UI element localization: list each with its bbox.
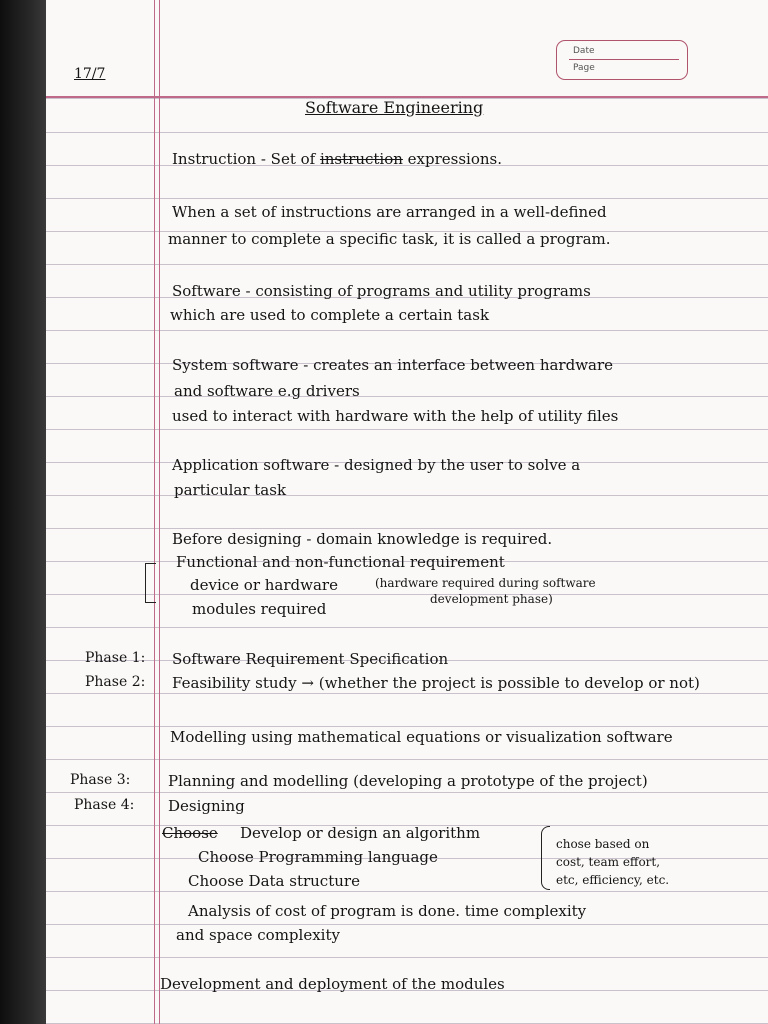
page-title: Software Engineering (305, 98, 484, 117)
note-line: Feasibility study → (whether the project is possible to develop or not) (172, 674, 700, 692)
note-annotation: (hardware required during software (375, 576, 596, 590)
handwritten-date: 17/7 (74, 66, 106, 82)
note-line: Before designing - domain knowledge is required. (172, 530, 553, 548)
date-page-stamp (556, 40, 688, 80)
side-note: cost, team effort, (556, 855, 661, 869)
note-line: Develop or design an algorithm (240, 824, 481, 842)
margin-line (154, 0, 155, 1024)
phase-label: Phase 2: (85, 674, 146, 690)
note-line: Analysis of cost of program is done. time complexity (188, 902, 587, 920)
note-line: System software - creates an interface between hardware (172, 356, 614, 374)
stamp-divider (569, 59, 679, 60)
note-line: Functional and non-functional requirement (176, 553, 505, 571)
struck-word: Choose (162, 824, 218, 842)
note-line: manner to complete a specific task, it is called a program. (168, 230, 611, 248)
note-line: Choose Data structure (188, 872, 360, 890)
phase-label: Phase 3: (70, 772, 131, 788)
note-line: used to interact with hardware with the help of utility files (172, 407, 619, 425)
page-label: Page (573, 63, 595, 73)
note-line: Modelling using mathematical equations or visualization software (170, 728, 673, 746)
note-line-instruction: Instruction - Set of instruction expressions. (172, 150, 503, 168)
side-note: chose based on (556, 837, 650, 851)
struck-word: instruction (319, 150, 403, 168)
note-line: device or hardware (190, 576, 338, 594)
curly-brace (541, 826, 550, 890)
note-line: Application software - designed by the user to solve a (172, 456, 581, 474)
bracket-arrow (145, 563, 156, 603)
scan-edge (0, 0, 46, 1024)
date-label: Date (573, 46, 595, 56)
note-line: Designing (168, 797, 245, 815)
note-line: Software - consisting of programs and utility programs (172, 282, 591, 300)
note-line: When a set of instructions are arranged in a well-defined (172, 203, 607, 221)
note-line: Choose Programming language (198, 848, 438, 866)
note-line: which are used to complete a certain task (170, 306, 490, 324)
side-note: etc, efficiency, etc. (556, 873, 670, 887)
note-line: Development and deployment of the modules (160, 975, 505, 993)
note-line: and space complexity (176, 926, 340, 944)
note-line: Software Requirement Specification (172, 650, 449, 668)
note-line: Planning and modelling (developing a prototype of the project) (168, 772, 648, 790)
note-annotation: development phase) (430, 592, 553, 606)
phase-label: Phase 1: (85, 650, 146, 666)
phase-label: Phase 4: (74, 797, 135, 813)
note-line: modules required (192, 600, 327, 618)
note-line: and software e.g drivers (174, 382, 360, 400)
note-line: particular task (174, 481, 287, 499)
margin-line-inner (159, 0, 160, 1024)
